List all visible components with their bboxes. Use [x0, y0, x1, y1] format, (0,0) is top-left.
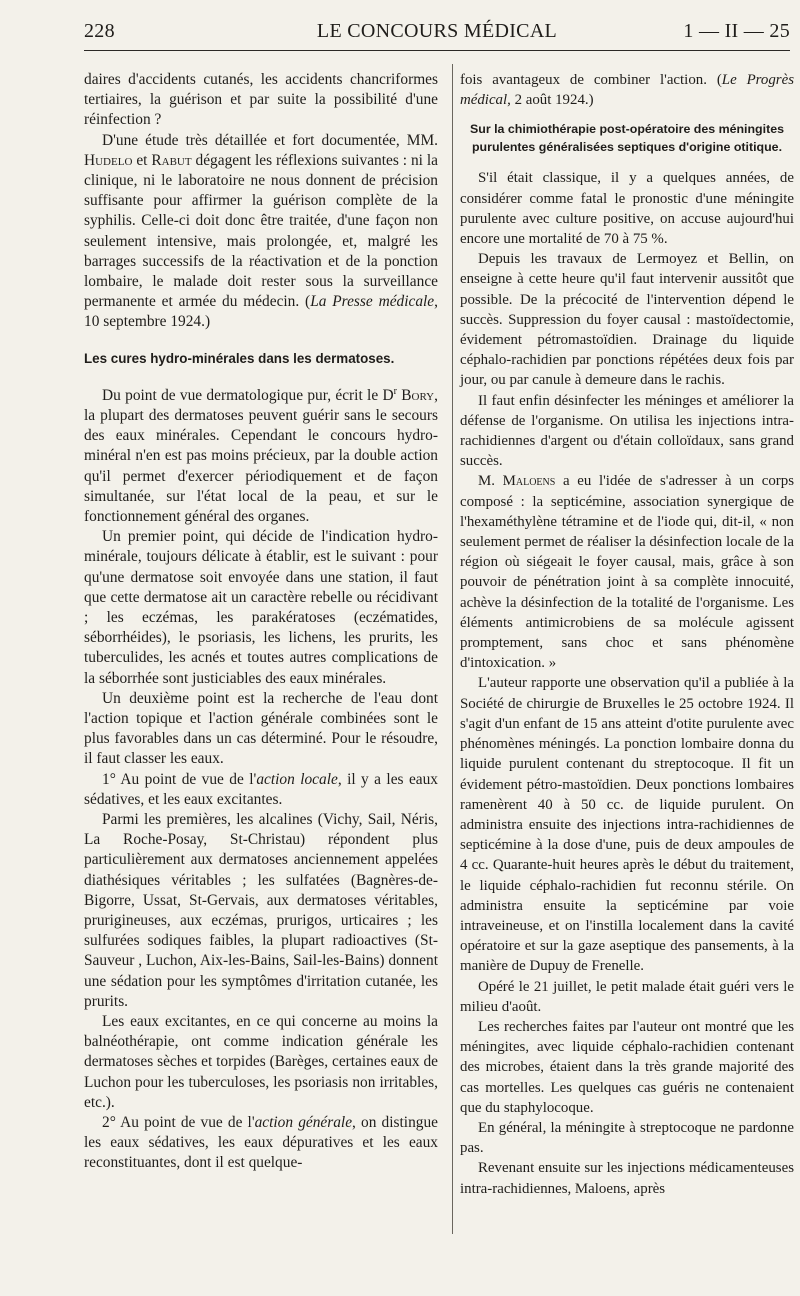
source-citation: Le Progrès médical — [460, 72, 794, 109]
paragraph: daires d'accidents cutanés, les accidents chancriformes tertiaires, la guérison et par suite la possibilité d'une réinfection ? — [84, 71, 438, 129]
paragraph: L'auteur rapporte une observation qu'il a publiée à la Société de chirurgie de Bruxelles le 25 octobre 1924. Il s'agit d'un enfant de 15 ans atteint d'otite purulente avec phénomènes méningés. La ponction lombaire donna du liquide purulent contenant du streptocoque. Il fit un évidement pétro-mastoïdien. Deux ponctions lombaires ramenèrent 40 à 50 cc. de liquide purulent. On administra ensuite des injections intra-rachidiennes de septicémine à la dose d'une, puis de deux ampoules de 4 cc. Quarante-huit heures après le début du traitement, le liquide céphalo-rachidien fut reconnu stérile. On administra ensuite la septicémine par voie intraveineuse, et on l'instilla localement dans la cavité opératoire et sur la gaze aseptique des pansements, à la manière de Dupuy de Frenelle. — [460, 675, 794, 975]
paragraph: Il faut enfin désinfecter les méninges et améliorer la défense de l'organisme. On utilisa les injections intra-rachidiennes d'argent ou d'étain colloïdaux, sans grand succès. — [460, 392, 794, 470]
paragraph: Opéré le 21 juillet, le petit malade était guéri vers le milieu d'août. — [460, 978, 794, 1015]
paragraph: Parmi les premières, les alcalines (Vichy, Sail, Néris, La Roche-Posay, St-Christau) répondent plus particulièrement aux dermatoses anciennement appelées diathésiques véritables ; les sulfatées (Bagnères-de-Bigorre, Ussat, St-Gervais, aux dermatoses véritables, prurigineuses, aux eczémas, prurigos, urticaires ; les sulfurées sodiques faibles, la plupart radioactives (St-Sauveur , Luchon, Aix-les-Bains, Sail-les-Bains) donnent une sédation pour les symptômes d'irritation cutanée, les prurits. — [84, 811, 438, 1010]
paragraph: M. Maloens a eu l'idée de s'adresser à un corps composé : la septicémine, association synergique de l'hexaméthylène tétramine et de l'iode qui, dit-il, « non seulement permet de réaliser la désinfection locale de la région où siégeait le foyer causal, mais, grâce à son pouvoir de pénétration joint à sa complète innocuité, achève la désinfection de la totalité de l'organisme. Les éléments antimicrobiens de sa molécule agissent promptement, sans choc et sans phénomène d'intoxication. » — [460, 473, 795, 672]
paragraph: En général, la méningite à streptocoque ne pardonne pas. — [460, 1119, 794, 1157]
paragraph: S'il était classique, il y a quelques années, de considérer comme fatal le pronostic d'une méningite purulente avec culture positive, on accuse aujourd'hui encore une mortalité de 70 à 75 %. — [460, 170, 794, 248]
author-name: Hudelo — [84, 151, 133, 169]
paragraph: fois avantageux de combiner l'action. (Le Progrès médical, 2 août 1924.) — [460, 72, 794, 109]
paragraph: Les recherches faites par l'auteur ont montré que les méningites, avec liquide céphalo-rachidien contenant des microbes, étaient dans la très grande majorité des cas mortelles. Les quelques cas guéris ne contenaient que du staphylocoque. — [460, 1018, 794, 1116]
paragraph: Un deuxième point est la recherche de l'eau dont l'action topique et l'action générale combinées sont le plus favorables dans un cas déterminé. Pour le résoudre, il faut classer les eaux. — [84, 689, 438, 768]
running-header — [84, 20, 790, 50]
paragraph: Les eaux excitantes, en ce qui concerne au moins la balnéothérapie, ont comme indication générale les dermatoses sèches et torpides (Barèges, certaines eaux de Luchon pour les tuberculoses, les psoriasis non irritables, etc.). — [84, 1013, 438, 1111]
page-number: 228 — [84, 20, 115, 42]
issue-date: 1 — II — 25 — [683, 20, 790, 42]
paragraph: 2° Au point de vue de l'action générale, on distingue les eaux sédatives, les eaux dépuratives et les eaux reconstituantes, dont il est quelque- — [84, 1114, 438, 1172]
paragraph: D'une étude très détaillée et fort documentée, MM. Hudelo et Rabut dégagent les réflexions suivantes : ni la clinique, ni le laboratoire ne nous donnent de précision suffisante pour affirmer la guérison complète de la syphilis. Celle-ci doit donc être traitée, d'une façon non seulement intensive, mais prolongée, et, malgré les barrages successifs de la réactivation et de la ponction lombaire, le malade doit rester sous la surveillance permanente et armée du médecin. (La Presse médicale, 10 septembre 1924.) — [84, 131, 438, 331]
left-column — [84, 70, 438, 1174]
source-citation: La Presse médicale — [310, 293, 435, 311]
paragraph: 1° Au point de vue de l'action locale, il y a les eaux sédatives, et les eaux excitantes. — [84, 770, 438, 808]
author-name: Bory — [401, 386, 435, 404]
journal-title: LE CONCOURS MÉDICAL — [316, 20, 558, 42]
section-heading: Sur la chimiothérapie post-opératoire des méningites purulentes généralisées septiques d'origine otitique. — [470, 122, 784, 155]
paragraph: Revenant ensuite sur les injections médicamenteuses intra-rachidiennes, Maloens, après — [460, 1160, 794, 1197]
section-heading: Les cures hydro-minérales dans les dermatoses. — [84, 350, 395, 366]
header-rule — [84, 50, 790, 51]
paragraph: Du point de vue dermatologique pur, écrit le $D^r$ Bory, la plupart des dermatoses peuvent guérir sans le secours des eaux minérales. Cependant le concours hydro-minéral n'en est pas moins précieux, par la double action qu'il permet d'exercer périodiquement et de façon simultanée, sur l'état local de la peau, et sur le fonctionnement général des organes. — [84, 385, 438, 525]
paragraph: Un premier point, qui décide de l'indication hydro-minérale, toujours délicate à établir, est le suivant : pour qu'une dermatose soit envoyée dans une station, il faut que cette dermatose ait un caractère rebelle ou récidivant ; les eczémas, les parakératoses (eczématides, séborrhéides), le psoriasis, les lichens, les prurits, les tuberculides, les acnés et toutes autres complications de la séborrhée sont justiciables des eaux minérales. — [84, 528, 438, 687]
column-divider — [452, 64, 453, 1234]
author-name: Maloens — [502, 473, 556, 490]
author-name: Rabut — [151, 151, 192, 169]
right-column — [460, 70, 794, 1199]
paragraph: Depuis les travaux de Lermoyez et Bellin, on enseigne à cette heure qu'il faut intervenir aussitôt que possible. De la précocité de l'intervention dépend le succès. Suppression du foyer causal : mastoïdectomie, évidement pétromastoïdien. Drainage du liquide céphalo-rachidien par ponctions répétées deux fois par jour, ou par canule à demeure dans le rachis. — [460, 251, 794, 389]
